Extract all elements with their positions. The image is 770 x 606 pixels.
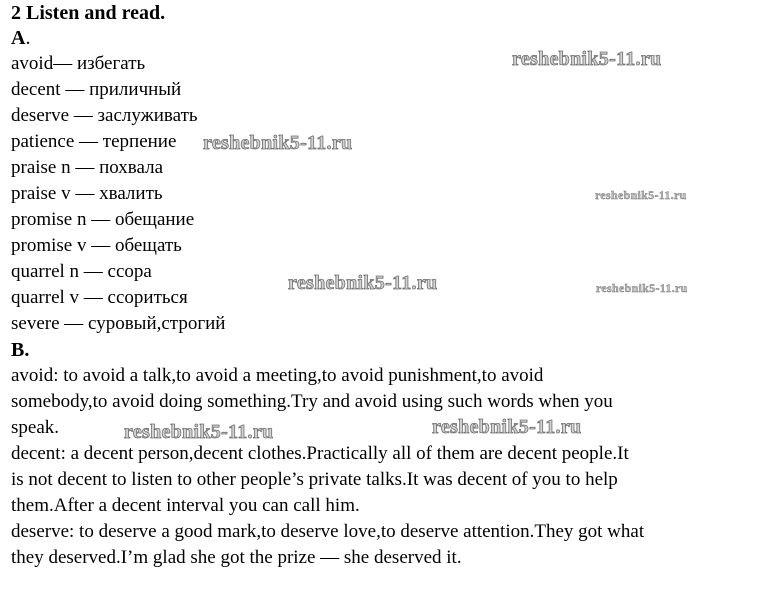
vocab-item: praise v — хвалить (11, 183, 163, 204)
exercise-title: 2 Listen and read. (11, 2, 166, 24)
watermark: reshebnik5-11.ru (596, 281, 688, 295)
watermark: reshebnik5-11.ru (288, 272, 438, 294)
section-a-dot: . (25, 27, 31, 49)
vocab-item: promise n — обещание (11, 209, 195, 230)
watermark: reshebnik5-11.ru (512, 48, 662, 70)
paragraph-line: speak. (11, 417, 60, 438)
vocab-item: deserve — заслуживать (11, 105, 198, 126)
vocab-item: avoid— избегать (11, 53, 146, 74)
vocab-item: quarrel v — ссориться (11, 287, 188, 308)
vocab-item: decent — приличный (11, 79, 182, 100)
watermark: reshebnik5-11.ru (595, 188, 687, 202)
section-a-label: A (11, 27, 26, 49)
section-b-heading: B. (11, 339, 30, 361)
paragraph-line: decent: a decent person,decent clothes.Practically all of them are decent people.It (11, 443, 629, 464)
watermark: reshebnik5-11.ru (124, 421, 274, 443)
vocab-item: promise v — обещать (11, 235, 182, 256)
watermark: reshebnik5-11.ru (203, 132, 353, 154)
paragraph-line: they deserved.I’m glad she got the prize — she deserved it. (11, 547, 462, 568)
vocab-item: praise n — похвала (11, 157, 164, 178)
paragraph-line: is not decent to listen to other people’s private talks.It was decent of you to help (11, 469, 618, 490)
section-a-heading (11, 25, 30, 51)
vocab-item: severe — суровый,строгий (11, 313, 226, 334)
watermark: reshebnik5-11.ru (432, 416, 582, 438)
paragraph-line: deserve: to deserve a good mark,to deserve love,to deserve attention.They got what (11, 521, 645, 542)
vocab-item: patience — терпение (11, 131, 177, 152)
paragraph-line: them.After a decent interval you can call him. (11, 495, 360, 516)
vocab-item: quarrel n — ссора (11, 261, 152, 282)
paragraph-line: avoid: to avoid a talk,to avoid a meeting,to avoid punishment,to avoid (11, 365, 544, 386)
paragraph-line: somebody,to avoid doing something.Try and avoid using such words when you (11, 391, 613, 412)
